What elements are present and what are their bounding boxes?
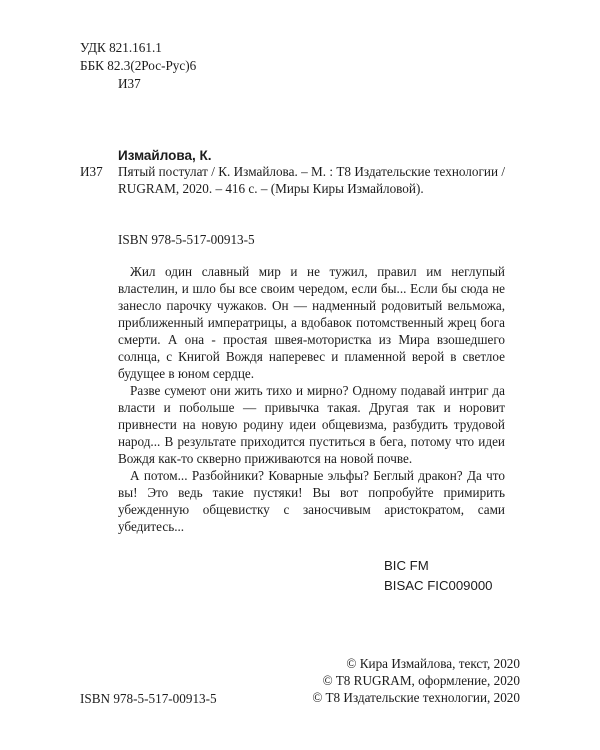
author-sign: И37: [118, 76, 141, 91]
copyright-line: © T8 Издательские технологии, 2020: [312, 690, 520, 705]
annotation-paragraph: Разве сумеют они жить тихо и мирно? Одному подавай интриг да власти и побольше — привычка такая. Другая так и норовит привнести на новую родину идеи общевизма, разбудить трудовой народ... В результате приходится пуститься в бега, потому что идеи Вождя как-то скверно приживаются на новой почве.: [118, 383, 505, 466]
isbn-line: ISBN 978-5-517-00913-5: [118, 232, 255, 247]
annotation-paragraph: Жил один славный мир и не тужил, правил им неглупый властелин, и шло бы все своим чередом, если бы... Если бы сюда не занесло парочку чужаков. Он — надменный родовитый вельможа, приближенный императрицы, а вдобавок потомственный жрец бога смерти. А она - простая швея-мотористка из Мира взошедшего солнца, с Книгой Вождя наперевес и пламенной верой в светлое будущее в юном сердце.: [118, 264, 505, 381]
copyright-line: © Кира Измайлова, текст, 2020: [346, 656, 520, 671]
bisac-code: BISAC FIC009000: [384, 578, 493, 593]
udk-code: УДК 821.161.1: [80, 40, 162, 55]
isbn-footer: ISBN 978-5-517-00913-5: [80, 691, 217, 706]
bic-code: BIC FM: [384, 558, 429, 573]
copyright-line: © T8 RUGRAM, оформление, 2020: [322, 673, 520, 688]
bbk-code: ББК 82.3(2Рос-Рус)6: [80, 58, 197, 73]
annotation: [118, 263, 505, 535]
entry-author-sign: И37: [80, 164, 103, 179]
bibliographic-description: Пятый постулат / К. Измайлова. – М. : T8 Издательские технологии / RUGRAM, 2020. – 416 с. – (Миры Киры Измайловой).: [118, 164, 505, 196]
annotation-paragraph: А потом... Разбойники? Коварные эльфы? Беглый дракон? Да что вы! Это ведь такие пустяки! Вы вот попробуйте примирить убежденную общевистку с заносчивым аристократом, сами убедитесь...: [118, 468, 505, 534]
author-heading: Измайлова, К.: [118, 148, 212, 163]
